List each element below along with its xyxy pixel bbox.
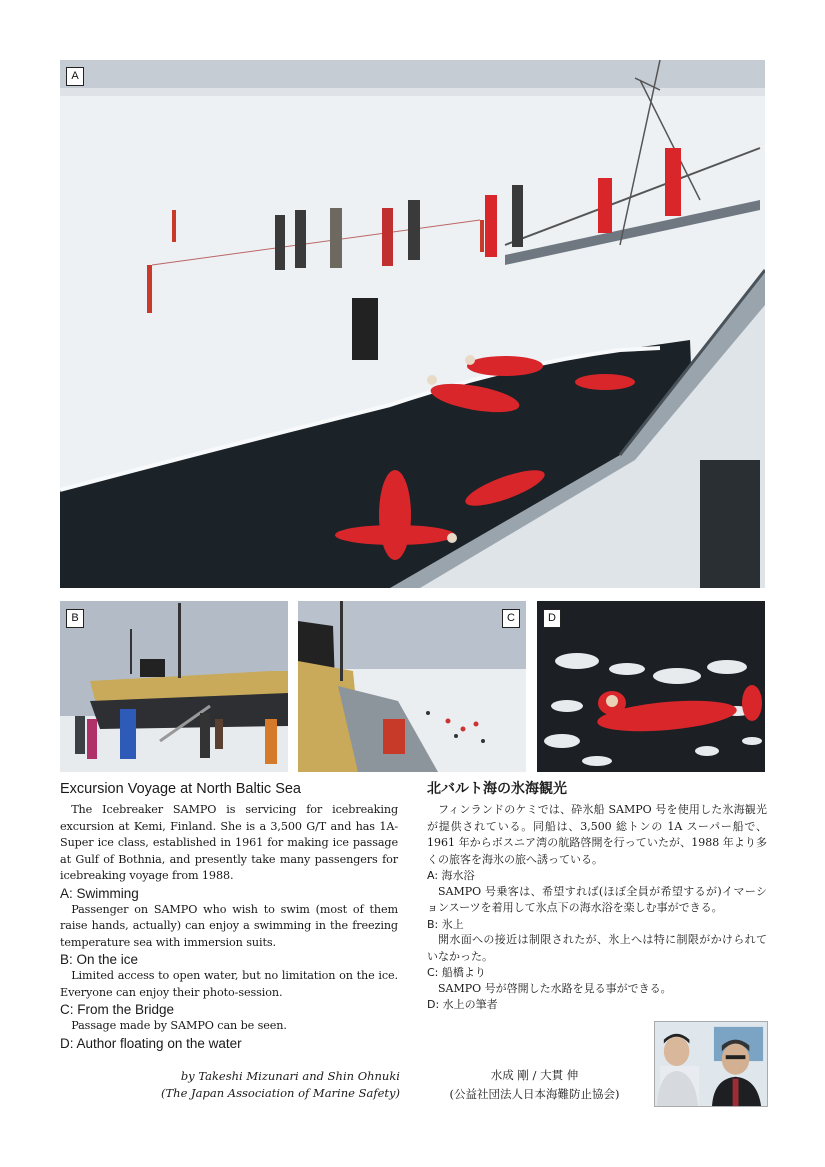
japanese-title: 北バルト海の氷海観光 xyxy=(427,781,567,797)
english-intro: The Icebreaker SAMPO is servicing for icebreaking excursion at Kemi, Finland. She is a 3,500 G/T and has 1A-Super ice class, established in 1961 for making ice passage at Gulf of Bothnia, and presently take many passengers for icebreaking voyage from 1988. xyxy=(60,803,398,882)
author-portrait-photo xyxy=(654,1021,768,1107)
english-article xyxy=(60,779,398,1052)
japanese-text-a: SAMPO 号乗客は、希望すれば(ほぼ全員が希望するが)イマーションスーツを着用して氷点下の海水浴を楽しむ事ができる。 xyxy=(427,884,767,914)
english-authors: by Takeshi Mizunari and Shin Ohnuki xyxy=(180,1069,400,1083)
photo-tag-d: D xyxy=(543,609,561,628)
japanese-text-c: SAMPO 号が啓開した水路を見る事ができる。 xyxy=(438,981,672,995)
japanese-heading-c: C: 船橋より xyxy=(427,966,486,979)
english-text-c: Passage made by SAMPO can be seen. xyxy=(71,1019,287,1032)
english-heading-a: A: Swimming xyxy=(60,885,139,901)
english-text-a: Passenger on SAMPO who wish to swim (most of them raise hands, actually) can enjoy a swimming in the freezing temperature sea with immersion suits. xyxy=(60,902,398,949)
japanese-heading-b: B: 氷上 xyxy=(427,917,464,931)
japanese-intro: フィンランドのケミでは、砕氷船 SAMPO 号を使用した氷海観光が提供されている。同船は、3,500 総トンの 1A スーパー船で、1961 年からボスニア湾の航路啓開を行っていたが、1988 年より多くの旅客を海氷の旅へ誘っている。 xyxy=(427,803,767,866)
japanese-affiliation: (公益社団法人日本海難防止協会) xyxy=(449,1087,620,1101)
japanese-heading-d: D: 水上の筆者 xyxy=(427,998,498,1011)
english-byline xyxy=(150,1068,400,1102)
photo-on-the-ice xyxy=(60,601,288,772)
photo-from-the-bridge xyxy=(298,601,526,772)
english-affiliation: (The Japan Association of Marine Safety) xyxy=(161,1086,400,1100)
photo-tag-c: C xyxy=(502,609,520,628)
japanese-article xyxy=(427,779,767,1013)
photo-tag-b: B xyxy=(66,609,84,628)
english-text-b: Limited access to open water, but no limitation on the ice. Everyone can enjoy their photo-session. xyxy=(60,969,398,999)
japanese-heading-a: A: 海水浴 xyxy=(427,869,475,882)
english-heading-d: D: Author floating on the water xyxy=(60,1035,242,1051)
english-title: Excursion Voyage at North Baltic Sea xyxy=(60,781,301,797)
english-heading-c: C: From the Bridge xyxy=(60,1002,175,1017)
japanese-byline xyxy=(427,1066,642,1104)
photo-author-floating xyxy=(537,601,765,772)
japanese-text-b: 開水面への接近は制限されたが、氷上へは特に制限がかけられていなかった。 xyxy=(427,933,767,963)
english-heading-b: B: On the ice xyxy=(60,952,139,967)
photo-swimming xyxy=(60,60,765,588)
japanese-authors: 水成 剛 / 大貫 伸 xyxy=(490,1068,579,1082)
photo-tag-a: A xyxy=(66,67,84,86)
